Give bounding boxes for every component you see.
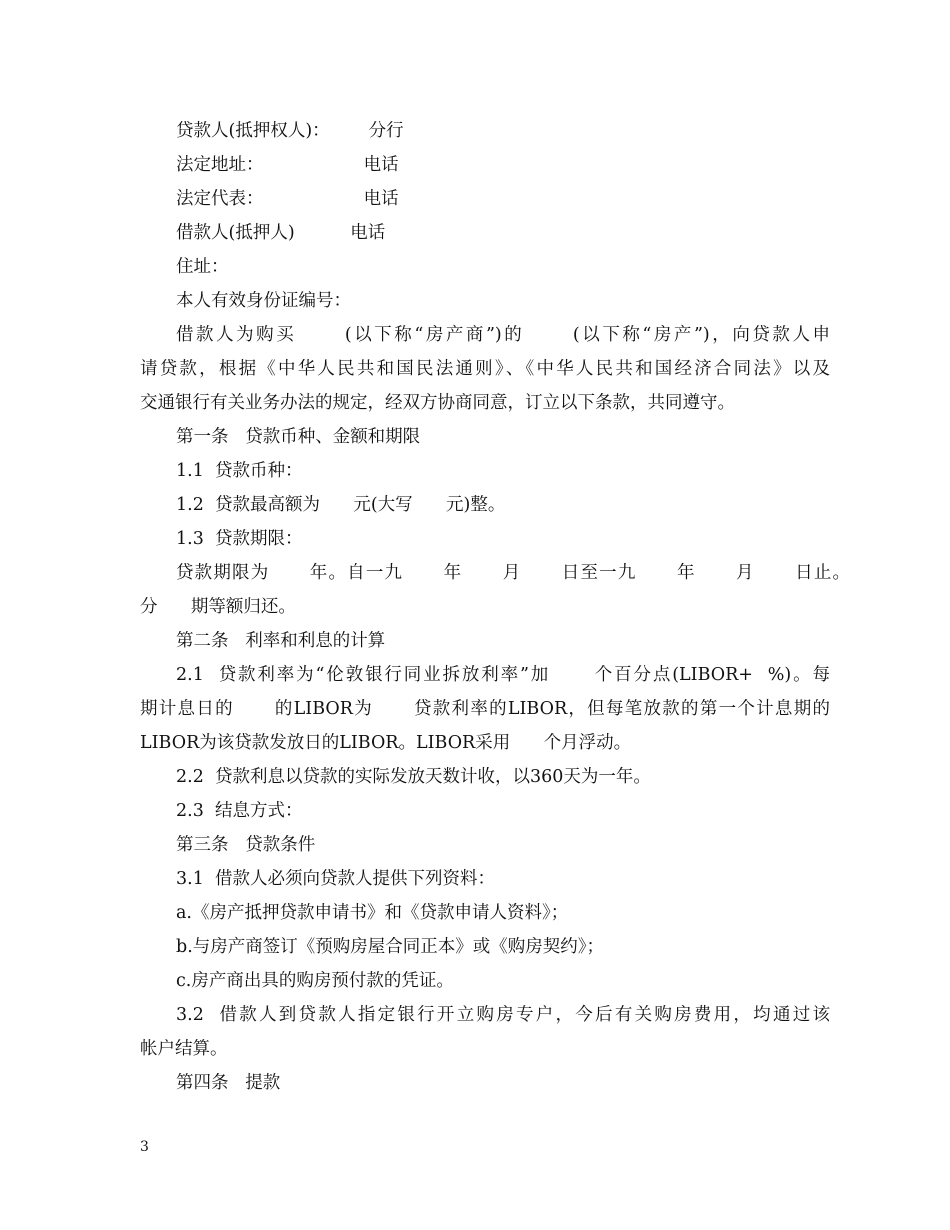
- clause-1-2: 1.2 贷款最高额为 元(大写 元)整。: [176, 495, 506, 515]
- preamble-line-1: 借款人为购买 (以下称“房产商”)的 (以下称“房产”)，向贷款人申: [176, 325, 830, 345]
- clause-2-1-line-2: 期计息日的 的LIBOR为 贷款利率的LIBOR，但每笔放款的第一个计息期的: [140, 699, 830, 719]
- preamble-line-3: 交通银行有关业务办法的规定，经双方协商同意，订立以下条款，共同遵守。: [140, 393, 735, 413]
- borrower-line: 借款人(抵押人) 电话: [176, 223, 386, 243]
- article-1-heading: 第一条 贷款币种、金额和期限: [176, 427, 421, 447]
- id-number-line: 本人有效身份证编号：: [176, 291, 351, 311]
- clause-2-1-line-1: 2.1 贷款利率为“伦敦银行同业拆放利率”加 个百分点(LIBOR+ %)。每: [176, 665, 830, 685]
- clause-1-3: 1.3 贷款期限：: [176, 529, 303, 549]
- article-2-heading: 第二条 利率和利息的计算: [176, 631, 386, 651]
- clause-2-1-line-3: LIBOR为该贷款发放日的LIBOR。LIBOR采用 个月浮动。: [140, 733, 632, 753]
- clause-3-2-line-1: 3.2 借款人到贷款人指定银行开立购房专户，今后有关购房费用，均通过该: [176, 1005, 830, 1025]
- preamble-line-2: 请贷款，根据《中华人民共和国民法通则》、《中华人民共和国经济合同法》以及: [140, 359, 830, 379]
- clause-1-1: 1.1 贷款币种：: [176, 461, 303, 481]
- clause-3-1: 3.1 借款人必须向贷款人提供下列资料：: [176, 869, 495, 889]
- page-number: 3: [140, 1139, 149, 1155]
- article-3-heading: 第三条 贷款条件: [176, 835, 316, 855]
- legal-representative-line: 法定代表： 电话: [176, 189, 399, 209]
- lender-line: 贷款人(抵押权人)： 分行: [176, 121, 404, 141]
- item-c: c.房产商出具的购房预付款的凭证。: [176, 971, 454, 991]
- article-4-heading: 第四条 提款: [176, 1073, 281, 1093]
- repayment-line: 分 期等额归还。: [140, 597, 296, 617]
- legal-address-line: 法定地址： 电话: [176, 155, 399, 175]
- clause-2-2: 2.2 贷款利息以贷款的实际发放天数计收，以360天为一年。: [176, 767, 651, 787]
- loan-term-line: 贷款期限为 年。自一九 年 月 日至一九 年 月 日止。: [176, 563, 850, 583]
- clause-2-3: 2.3 结息方式：: [176, 801, 303, 821]
- item-a: a.《房产抵押贷款申请书》和《贷款申请人资料》；: [176, 903, 569, 923]
- address-line: 住址：: [176, 257, 229, 277]
- clause-3-2-line-2: 帐户结算。: [140, 1039, 228, 1059]
- item-b: b.与房产商签订《预购房屋合同正本》或《购房契约》；: [176, 937, 605, 957]
